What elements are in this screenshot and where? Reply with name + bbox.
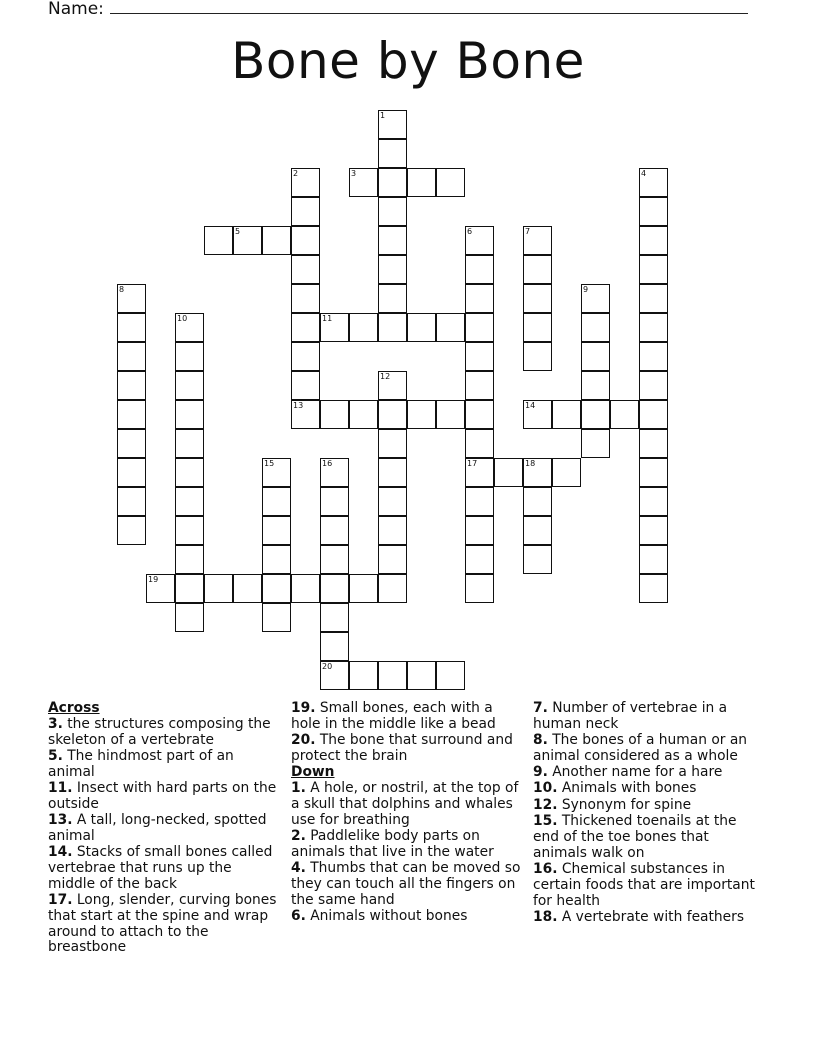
crossword-cell[interactable] xyxy=(407,313,436,342)
crossword-cell[interactable] xyxy=(378,284,407,313)
crossword-cell[interactable] xyxy=(639,429,668,458)
crossword-cell[interactable] xyxy=(639,400,668,429)
crossword-cell[interactable] xyxy=(581,313,610,342)
clue-down-18: 18. A vertebrate with feathers xyxy=(533,908,745,925)
crossword-cell[interactable] xyxy=(378,661,407,690)
crossword-cell[interactable] xyxy=(262,487,291,516)
clue-down-4: 4. Thumbs that can be moved so they can touch all the fingers on the same hand xyxy=(291,859,521,908)
crossword-cell[interactable] xyxy=(610,400,639,429)
crossword-cell[interactable] xyxy=(291,255,320,284)
crossword-cell[interactable] xyxy=(175,400,204,429)
crossword-cell[interactable] xyxy=(320,400,349,429)
crossword-cell[interactable] xyxy=(523,342,552,371)
crossword-cell[interactable] xyxy=(262,226,291,255)
crossword-cell[interactable] xyxy=(262,603,291,632)
crossword-cell[interactable] xyxy=(581,371,610,400)
crossword-cell[interactable] xyxy=(465,342,494,371)
clue-across-19: 19. Small bones, each with a hole in the middle like a bead xyxy=(291,700,496,732)
crossword-cell[interactable] xyxy=(291,574,320,603)
crossword-cell[interactable] xyxy=(378,574,407,603)
down-heading: Down xyxy=(291,764,335,781)
crossword-cell[interactable] xyxy=(639,574,668,603)
crossword-cell[interactable] xyxy=(320,545,349,574)
crossword-cell[interactable] xyxy=(117,429,146,458)
crossword-cell[interactable] xyxy=(378,313,407,342)
crossword-cell[interactable] xyxy=(639,545,668,574)
crossword-cell[interactable] xyxy=(639,313,668,342)
crossword-cell[interactable] xyxy=(378,168,407,197)
crossword-cell[interactable] xyxy=(523,516,552,545)
crossword-cell[interactable] xyxy=(349,574,378,603)
clue-down-15: 15. Thickened toenails at the end of the toe bones that animals walk on xyxy=(533,813,737,861)
clue-number-label: 7 xyxy=(525,227,531,236)
crossword-cell[interactable] xyxy=(291,284,320,313)
crossword-cell[interactable] xyxy=(639,255,668,284)
crossword-cell[interactable] xyxy=(378,516,407,545)
crossword-cell[interactable] xyxy=(465,574,494,603)
crossword-cell[interactable] xyxy=(639,371,668,400)
crossword-cell[interactable] xyxy=(465,371,494,400)
clue-number-label: 8 xyxy=(119,285,125,294)
clue-number-label: 1 xyxy=(380,111,386,120)
crossword-cell[interactable] xyxy=(436,400,465,429)
clue-across-3: 3. the structures composing the skeleton of a vertebrate xyxy=(48,715,271,748)
crossword-cell[interactable] xyxy=(291,226,320,255)
crossword-cell[interactable] xyxy=(117,313,146,342)
crossword-cell[interactable] xyxy=(175,342,204,371)
clues-column-3 xyxy=(533,701,765,926)
crossword-cell[interactable] xyxy=(320,516,349,545)
clue-number-label: 17 xyxy=(467,459,478,468)
crossword-cell[interactable] xyxy=(407,400,436,429)
clue-down-6: 6. Animals without bones xyxy=(291,907,468,924)
clue-number-label: 12 xyxy=(380,372,391,381)
clue-across-11: 11. Insect with hard parts on the outside xyxy=(48,779,277,812)
clue-number-label: 5 xyxy=(235,227,241,236)
crossword-cell[interactable] xyxy=(639,226,668,255)
clue-number-label: 6 xyxy=(467,227,473,236)
clue-number-label: 14 xyxy=(525,401,536,410)
clue-down-16: 16. Chemical substances in certain foods that are important for health xyxy=(533,860,755,909)
crossword-cell[interactable] xyxy=(320,487,349,516)
crossword-cell[interactable] xyxy=(639,458,668,487)
clue-down-7: 7. Number of vertebrae in a human neck xyxy=(533,700,728,732)
clue-down-2: 2. Paddlelike body parts on animals that live in the water xyxy=(291,827,494,860)
crossword-cell[interactable] xyxy=(291,371,320,400)
clue-number-label: 20 xyxy=(322,662,333,671)
crossword-cell[interactable] xyxy=(465,400,494,429)
clues-column-2 xyxy=(291,701,523,925)
crossword-cell[interactable] xyxy=(175,487,204,516)
crossword-cell[interactable] xyxy=(175,545,204,574)
crossword-cell[interactable] xyxy=(465,516,494,545)
crossword-cell[interactable] xyxy=(175,574,204,603)
page-title: Bone by Bone xyxy=(231,32,585,90)
clue-number-label: 18 xyxy=(525,459,536,468)
crossword-cell[interactable] xyxy=(465,487,494,516)
crossword-cell[interactable] xyxy=(233,574,262,603)
crossword-cell[interactable] xyxy=(291,197,320,226)
clue-number-label: 16 xyxy=(322,459,333,468)
crossword-cell[interactable] xyxy=(523,284,552,313)
clue-number-label: 19 xyxy=(148,575,159,584)
crossword-cell[interactable] xyxy=(378,429,407,458)
clue-number-label: 15 xyxy=(264,459,275,468)
crossword-cell[interactable] xyxy=(117,487,146,516)
crossword-cell[interactable] xyxy=(639,284,668,313)
crossword-cell[interactable] xyxy=(378,487,407,516)
crossword-cell[interactable] xyxy=(407,661,436,690)
clue-across-17: 17. Long, slender, curving bones that start at the spine and wrap around to attach to the breastbone xyxy=(48,892,277,956)
crossword-cell[interactable] xyxy=(378,400,407,429)
crossword-cell[interactable] xyxy=(581,429,610,458)
crossword-cell[interactable] xyxy=(262,516,291,545)
crossword-cell[interactable] xyxy=(117,400,146,429)
crossword-cell[interactable] xyxy=(465,429,494,458)
crossword-cell[interactable] xyxy=(436,661,465,690)
crossword-cell[interactable] xyxy=(436,313,465,342)
clue-across-14: 14. Stacks of small bones called vertebrae that runs up the middle of the back xyxy=(48,844,273,892)
clue-number-label: 13 xyxy=(293,401,304,410)
crossword-cell[interactable] xyxy=(494,458,523,487)
crossword-cell[interactable] xyxy=(378,545,407,574)
clue-down-8: 8. The bones of a human or an animal considered as a whole xyxy=(533,732,748,764)
crossword-cell[interactable] xyxy=(523,313,552,342)
crossword-cell[interactable] xyxy=(639,197,668,226)
clue-number-label: 11 xyxy=(322,314,333,323)
clue-number-label: 4 xyxy=(641,169,647,178)
crossword-cell[interactable] xyxy=(117,342,146,371)
clue-down-1: 1. A hole, or nostril, at the top of a skull that dolphins and whales use for breathing xyxy=(291,779,519,828)
crossword-cell[interactable] xyxy=(320,632,349,661)
crossword-cell[interactable] xyxy=(436,168,465,197)
crossword-cell[interactable] xyxy=(552,400,581,429)
crossword-cell[interactable] xyxy=(581,342,610,371)
crossword-cell[interactable] xyxy=(639,487,668,516)
crossword-cell[interactable] xyxy=(639,342,668,371)
crossword-cell[interactable] xyxy=(523,255,552,284)
crossword-cell[interactable] xyxy=(117,371,146,400)
clues-column-1 xyxy=(48,701,278,957)
crossword-cell[interactable] xyxy=(349,313,378,342)
crossword-cell[interactable] xyxy=(175,429,204,458)
crossword-cell[interactable] xyxy=(175,516,204,545)
crossword-cell[interactable] xyxy=(262,574,291,603)
crossword-cell[interactable] xyxy=(349,661,378,690)
crossword-cell[interactable] xyxy=(291,342,320,371)
crossword-cell[interactable] xyxy=(639,516,668,545)
crossword-cell[interactable] xyxy=(465,545,494,574)
crossword-cell[interactable] xyxy=(523,545,552,574)
crossword-cell[interactable] xyxy=(291,313,320,342)
crossword-cell[interactable] xyxy=(117,458,146,487)
crossword-cell[interactable] xyxy=(175,603,204,632)
clue-number-label: 3 xyxy=(351,169,357,178)
clue-down-12: 12. Synonym for spine xyxy=(533,796,692,813)
crossword-cell[interactable] xyxy=(204,574,233,603)
crossword-cell[interactable] xyxy=(175,458,204,487)
across-heading: Across xyxy=(48,700,100,716)
crossword-cell[interactable] xyxy=(552,458,581,487)
crossword-cell[interactable] xyxy=(117,516,146,545)
crossword-cell[interactable] xyxy=(320,603,349,632)
crossword-cell[interactable] xyxy=(378,255,407,284)
name-label: Name: xyxy=(48,0,104,19)
crossword-cell[interactable] xyxy=(320,574,349,603)
clue-down-10: 10. Animals with bones xyxy=(533,780,697,797)
crossword-cell[interactable] xyxy=(407,168,436,197)
crossword-cell[interactable] xyxy=(262,545,291,574)
crossword-cell[interactable] xyxy=(175,371,204,400)
clue-number-label: 10 xyxy=(177,314,188,323)
crossword-cell[interactable] xyxy=(465,313,494,342)
crossword-cell[interactable] xyxy=(378,139,407,168)
crossword-cell[interactable] xyxy=(349,400,378,429)
clue-across-20: 20. The bone that surround and protect the brain xyxy=(291,732,513,764)
crossword-cell[interactable] xyxy=(378,226,407,255)
clue-across-5: 5. The hindmost part of an animal xyxy=(48,747,234,780)
crossword-cell[interactable] xyxy=(378,458,407,487)
clue-number-label: 9 xyxy=(583,285,589,294)
crossword-cell[interactable] xyxy=(581,400,610,429)
crossword-cell[interactable] xyxy=(378,197,407,226)
crossword-cell[interactable] xyxy=(523,487,552,516)
clue-down-9: 9. Another name for a hare xyxy=(533,764,723,781)
clue-number-label: 2 xyxy=(293,169,299,178)
crossword-cell[interactable] xyxy=(465,255,494,284)
crossword-cell[interactable] xyxy=(465,284,494,313)
crossword-cell[interactable] xyxy=(204,226,233,255)
clue-across-13: 13. A tall, long-necked, spotted animal xyxy=(48,812,267,844)
